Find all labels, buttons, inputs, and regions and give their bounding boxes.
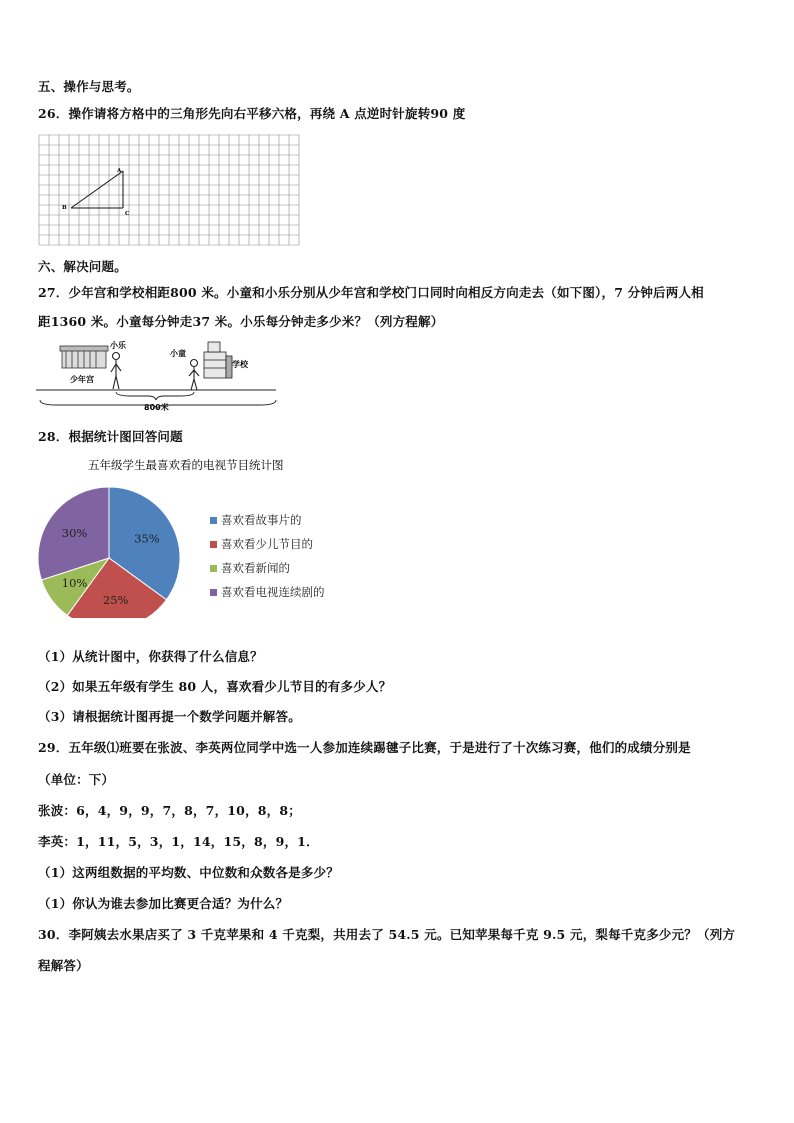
legend-swatch: [210, 517, 217, 524]
liying-scores: 李英：1，11，5，3，1，14，15，8，9，1．: [38, 834, 319, 849]
pie-slice-label: 35%: [134, 531, 160, 546]
legend-label: 喜欢看故事片的: [221, 513, 302, 527]
question-28-sub3: （3）请根据统计图再提一个数学问题并解答。: [38, 709, 301, 724]
question-26: 26．操作请将方格中的三角形先向右平移六格，再绕 A 点逆时针旋转90 度: [38, 106, 466, 121]
question-30-line2: 程解答）: [38, 958, 89, 973]
question-28-sub2: （2）如果五年级有学生 80 人，喜欢看少儿节目的有多少人？: [38, 679, 392, 694]
question-27-line1: 27．少年宫和学校相距800 米。小童和小乐分别从少年宫和学校门口同时向相反方向走去（如下图），7 分钟后两人相: [38, 285, 704, 300]
pie-chart-svg: [36, 458, 340, 618]
question-29-sub1: （1）这两组数据的平均数、中位数和众数各是多少？: [38, 865, 339, 880]
walk-figure: [36, 334, 282, 422]
legend-label: 喜欢看电视连续剧的: [221, 585, 325, 599]
pie-chart: [36, 458, 340, 622]
pie-slice-label: 30%: [61, 525, 88, 540]
question-29-line1: 29．五年级⑴班要在张波、李英两位同学中选一人参加连续踢毽子比赛，于是进行了十次练习赛，他们的成绩分别是: [38, 740, 691, 755]
question-29-sub2: （1）你认为谁去参加比赛更合适？为什么？: [38, 896, 289, 911]
point-b-label: B: [62, 205, 67, 211]
grid-svg: [38, 134, 300, 246]
pie-slice-label: 10%: [61, 576, 88, 591]
zhangbo-scores: 张波：6，4，9，9，7，8，7，10，8，8；: [38, 803, 301, 818]
legend-swatch: [210, 565, 217, 572]
grid-figure: [38, 134, 300, 250]
chart-title: 五年级学生最喜欢看的电视节目统计图: [88, 458, 284, 472]
section-six-title: 六、解决问题。: [38, 259, 127, 274]
question-27-line2: 距1360 米。小童每分钟走37 米。小乐每分钟走多少米？（列方程解）: [38, 314, 444, 329]
distance-brace: [116, 392, 194, 400]
section-five-title: 五、操作与思考。: [38, 79, 140, 94]
point-a-label: A: [117, 168, 122, 174]
legend-swatch: [210, 589, 217, 596]
point-c-label: C: [125, 211, 130, 217]
question-28: 28．根据统计图回答问题: [38, 429, 183, 444]
xiaotong-figure-icon: [189, 360, 199, 391]
legend-swatch: [210, 541, 217, 548]
question-29-line2: （单位：下）: [38, 772, 115, 787]
distance-label: 800米: [144, 403, 169, 412]
xiaotong-label: 小童: [170, 349, 186, 358]
legend-label: 喜欢看少儿节目的: [221, 537, 313, 551]
palace-label: 少年宫: [70, 375, 94, 384]
question-28-sub1: （1）从统计图中，你获得了什么信息？: [38, 649, 263, 664]
pie-slice-label: 25%: [102, 593, 129, 608]
school-icon: [204, 342, 232, 378]
xiaole-figure-icon: [111, 353, 121, 390]
question-30-line1: 30．李阿姨去水果店买了 3 千克苹果和 4 千克梨，共用去了 54.5 元。已知苹果每千克 9.5 元，梨每千克多少元？（列方: [38, 927, 736, 942]
palace-icon: [60, 346, 108, 368]
xiaole-label: 小乐: [110, 341, 126, 350]
school-label: 学校: [232, 360, 248, 369]
walk-svg: [36, 334, 282, 418]
legend-label: 喜欢看新闻的: [221, 561, 290, 575]
